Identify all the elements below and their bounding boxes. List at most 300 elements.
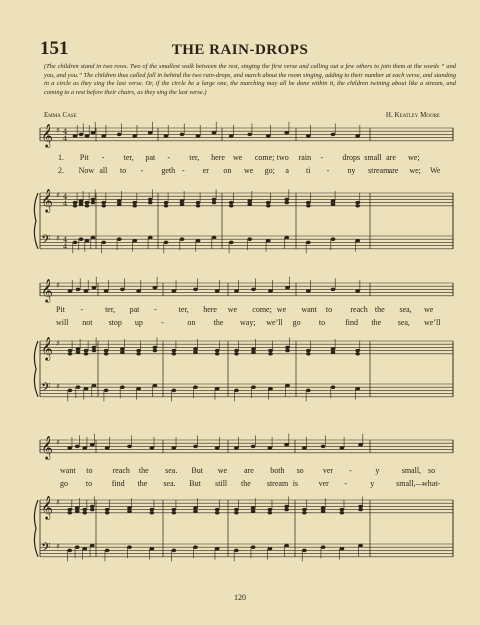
bass-note (268, 387, 273, 391)
bass-note (229, 241, 234, 245)
lyric-verse-2: go (292, 318, 301, 327)
accompaniment-chord (234, 511, 239, 514)
treble-clef: 𝄞 (41, 495, 53, 519)
lyric-verse-1: we (276, 305, 287, 314)
accompaniment-chord (180, 199, 185, 202)
lyric-verse-1: pat (129, 305, 140, 314)
bass-note (76, 385, 81, 389)
lyric-verse-1: - (349, 466, 352, 475)
lyric-verse-2: are (388, 166, 399, 175)
lyric-verse-1: two (276, 153, 289, 162)
time-signature-bottom: 4 (63, 243, 68, 251)
accompaniment-chord (331, 199, 336, 202)
lyric-verse-1: - (101, 153, 105, 162)
lyric-verse-2: - (140, 166, 144, 175)
lyric-verse-2: ti (306, 166, 311, 175)
accompaniment-chord (67, 508, 72, 511)
accompaniment-chord (84, 352, 89, 355)
melody-note (358, 443, 363, 447)
accompaniment-chord (193, 510, 198, 513)
accompaniment-chord (302, 511, 307, 514)
accompaniment-chord (90, 508, 95, 511)
bass-note (105, 549, 110, 553)
lyric-verse-2: go; (264, 166, 275, 175)
accompaniment-chord (153, 346, 158, 349)
lyric-verse-1: we (424, 305, 434, 314)
bass-note (79, 237, 84, 241)
accompaniment-chord (85, 204, 90, 207)
bass-note (215, 547, 220, 551)
lyric-verse-2: to (318, 318, 326, 327)
accompaniment-chord (340, 508, 345, 511)
accompaniment-chord (355, 201, 360, 204)
accompaniment-chord (331, 203, 336, 206)
lyric-verse-1: pat (145, 153, 156, 162)
accompaniment-chord (68, 349, 73, 352)
melody-note (339, 446, 344, 450)
lyric-verse-1: - (320, 153, 324, 162)
accompaniment-chord (331, 351, 336, 354)
accompaniment-chord (193, 351, 198, 354)
melody-note (171, 289, 176, 293)
melody-note (76, 288, 81, 292)
accompaniment-chord (104, 352, 109, 355)
melody-note (84, 289, 89, 293)
accompaniment-chord (355, 349, 360, 352)
bass-note (212, 236, 217, 240)
bass-note (164, 241, 169, 245)
accompaniment-chord (82, 511, 87, 514)
lyric-verse-1: here (203, 305, 217, 314)
melody-note (284, 443, 289, 447)
melody-note (251, 445, 256, 449)
lyric-verse-1: ter, (105, 305, 116, 314)
accompaniment-chord (268, 511, 273, 514)
lyric-verse-2: all (99, 166, 108, 175)
lyric-verse-1: Pit (79, 153, 89, 162)
lyric-verse-2: But (189, 479, 201, 488)
accompaniment-chord (148, 201, 153, 204)
accompaniment-chord (132, 201, 137, 204)
accompaniment-chord (76, 351, 81, 354)
bass-note (120, 385, 125, 389)
lyric-verse-1: want (60, 466, 76, 475)
lyric-verse-2: stream (368, 166, 390, 175)
melody-note (92, 286, 97, 290)
piano-brace (34, 341, 38, 397)
key-signature-sharp: ♯ (56, 281, 60, 290)
melody-note (68, 289, 73, 293)
lyric-verse-2: Now (78, 166, 95, 175)
accompaniment-chord (266, 201, 271, 204)
lyric-verse-1: come; (254, 153, 275, 162)
accompaniment-chord (136, 352, 141, 355)
lyric-verse-1: ter, (178, 305, 189, 314)
bass-note (251, 385, 256, 389)
lyric-verse-2: - (182, 166, 185, 175)
lyric-verse-1: reach (112, 466, 130, 475)
accompaniment-chord (302, 508, 307, 511)
bass-note (355, 387, 360, 391)
lyric-verse-2: - (326, 166, 330, 175)
treble-clef: 𝄞 (41, 278, 53, 302)
lyric-verse-2: find (111, 479, 125, 488)
lyric-verse-2: up (134, 318, 143, 327)
accompaniment-chord (285, 349, 290, 352)
melody-note (90, 443, 95, 447)
accompaniment-chord (247, 199, 252, 202)
accompaniment-chord (150, 511, 155, 514)
bass-note (196, 239, 201, 243)
lyric-verse-2: - (161, 318, 164, 327)
bass-note (193, 545, 198, 549)
accompaniment-chord (90, 505, 95, 508)
lyric-verse-1: But (191, 466, 203, 475)
lyric-verse-2: still (215, 479, 228, 488)
key-signature-sharp: ♯ (56, 542, 60, 551)
bass-note (152, 384, 157, 388)
bass-note (127, 545, 132, 549)
accompaniment-chord (251, 510, 256, 513)
melody-note (193, 445, 198, 449)
melody-note (164, 134, 169, 138)
bass-note (306, 241, 311, 245)
bass-note (331, 237, 336, 241)
lyric-verse-1: y (375, 466, 380, 475)
accompaniment-chord (355, 352, 360, 355)
lyric-verse-1: to (86, 466, 93, 475)
lyric-verse-2: stream (266, 479, 289, 488)
treble-clef: 𝄞 (41, 188, 53, 212)
treble-clef: 𝄞 (41, 336, 53, 360)
melody-note (171, 446, 176, 450)
lyric-verse-1: small (364, 153, 382, 162)
lyric-verse-2: is (292, 479, 299, 488)
accompaniment-chord (92, 349, 97, 352)
accompaniment-chord (251, 347, 256, 350)
accompaniment-chord (172, 352, 177, 355)
melody-note (234, 446, 239, 450)
lyric-verse-2: We (430, 166, 441, 175)
lyric-verse-1: here (211, 153, 225, 162)
melody-note (127, 445, 132, 449)
lyric-verse-1: Pit (56, 305, 65, 314)
accompaniment-chord (105, 508, 110, 511)
accompaniment-chord (172, 511, 177, 514)
bass-note (75, 545, 80, 549)
lyric-verse-1: - (167, 153, 171, 162)
melody-note (196, 134, 201, 138)
accompaniment-chord (266, 204, 271, 207)
accompaniment-chord (212, 198, 217, 201)
lyric-verse-2: find (345, 318, 359, 327)
accompaniment-chord (172, 508, 177, 511)
accompaniment-chord (164, 204, 169, 207)
melody-note (193, 288, 198, 292)
accompaniment-chord (215, 352, 220, 355)
accompaniment-chord (127, 506, 132, 509)
lyric-verse-1: - (80, 305, 84, 314)
accompaniment-chord (82, 508, 87, 511)
lyric-verse-2: we (244, 166, 254, 175)
lyric-verse-1: we; (408, 153, 420, 162)
accompaniment-chord (306, 352, 311, 355)
time-signature-top: 4 (63, 128, 68, 136)
lyric-verse-2: stop (108, 318, 122, 327)
bass-note (91, 236, 96, 240)
bass-note (171, 549, 176, 553)
lyric-verse-2: we’ll (424, 318, 441, 327)
melody-note (120, 288, 125, 292)
lyric-verse-2: way; (240, 318, 256, 327)
key-signature-sharp: ♯ (56, 191, 60, 200)
bass-note (267, 547, 272, 551)
accompaniment-chord (196, 204, 201, 207)
accompaniment-chord (105, 511, 110, 514)
lyric-verse-2: will (56, 318, 69, 327)
lyric-verse-1: rain (298, 153, 312, 162)
bass-note (82, 547, 87, 551)
lyric-verse-2: geth (161, 166, 176, 175)
lyric-verse-1: small, (401, 466, 422, 475)
accompaniment-chord (84, 349, 89, 352)
accompaniment-chord (229, 201, 234, 204)
composer-credit: H. Keatley Moore (385, 111, 440, 119)
accompaniment-chord (180, 203, 185, 206)
bass-note (284, 236, 289, 240)
bass-note (234, 549, 239, 553)
melody-note (229, 134, 234, 138)
piano-brace (34, 500, 38, 557)
accompaniment-chord (306, 204, 311, 207)
accompaniment-chord (234, 352, 239, 355)
accompaniment-chord (117, 203, 122, 206)
accompaniment-chord (75, 506, 80, 509)
melody-note (105, 446, 110, 450)
accompaniment-chord (101, 201, 106, 204)
melody-note (215, 289, 220, 293)
melody-note (149, 446, 154, 450)
lyric-verse-1: we (233, 153, 243, 162)
melody-note (79, 133, 84, 137)
bass-note (266, 239, 271, 243)
lyric-verse-1: come; (252, 305, 272, 314)
accompaniment-chord (306, 349, 311, 352)
lyric-verse-1: 1. (58, 153, 64, 162)
lyric-verse-1: so (296, 466, 304, 475)
accompaniment-chord (193, 347, 198, 350)
bass-note (104, 389, 109, 393)
accompaniment-chord (127, 510, 132, 513)
lyric-verse-2: ver (318, 479, 329, 488)
lyric-verse-1: want (301, 305, 317, 314)
melody-note (136, 289, 141, 293)
bass-note (284, 544, 289, 548)
lyric-verse-1: the (374, 305, 385, 314)
accompaniment-chord (132, 204, 137, 207)
melody-note (306, 289, 311, 293)
lyric-verse-2: the (241, 479, 251, 488)
lyric-verse-2: to (85, 479, 93, 488)
bass-note (101, 241, 106, 245)
bass-note (85, 239, 90, 243)
melody-note (117, 133, 122, 137)
bass-note (251, 545, 256, 549)
accompaniment-chord (117, 199, 122, 202)
lyric-verse-1: ter, (123, 153, 134, 162)
melody-note (268, 289, 273, 293)
lyric-verse-1: so (428, 466, 436, 475)
lyric-verse-1: ver (322, 466, 334, 475)
accompaniment-chord (85, 201, 90, 204)
accompaniment-chord (229, 204, 234, 207)
lyric-verse-1: we (217, 466, 228, 475)
lyric-verse-2: on (223, 166, 232, 175)
lyric-verse-2: sea. (163, 479, 176, 488)
lyric-verse-2: not (82, 318, 93, 327)
page-number: 151 (40, 38, 69, 59)
bass-note (302, 549, 307, 553)
lyric-verse-2: er (202, 166, 209, 175)
time-signature-top: 4 (63, 236, 68, 244)
lyric-verse-2: 2. (58, 166, 64, 175)
accompaniment-chord (136, 349, 141, 352)
lyric-verse-1: are (244, 466, 254, 475)
lyric-verse-2: what- (422, 479, 441, 488)
treble-clef: 𝄞 (41, 123, 53, 147)
accompaniment-chord (104, 349, 109, 352)
melody-note (302, 446, 307, 450)
bass-note (136, 387, 141, 391)
bass-note (180, 237, 185, 241)
bass-note (355, 239, 360, 243)
accompaniment-chord (73, 204, 78, 207)
lyric-verse-1: ter, (189, 153, 200, 162)
melody-note (101, 134, 106, 138)
lyric-verse-2: to (120, 166, 127, 175)
accompaniment-chord (251, 506, 256, 509)
bass-note (331, 385, 336, 389)
lyric-verse-1: the (138, 466, 149, 475)
bass-note (285, 384, 290, 388)
bass-note (193, 385, 198, 389)
accompaniment-chord (251, 351, 256, 354)
melody-note (331, 133, 336, 137)
bass-clef: 𝄢 (41, 540, 51, 558)
accompaniment-chord (284, 505, 289, 508)
lyric-verse-2: y (370, 479, 375, 488)
accompaniment-chord (120, 347, 125, 350)
melody-note (355, 289, 360, 293)
bass-clef: 𝄢 (41, 232, 51, 250)
song-title: THE RAIN-DROPS (171, 42, 309, 58)
lyric-verse-2: the (213, 318, 224, 327)
melody-note (152, 286, 157, 290)
lyric-verse-2: sea, (397, 318, 410, 327)
bass-note (90, 544, 95, 548)
accompaniment-chord (79, 203, 84, 206)
accompaniment-chord (268, 352, 273, 355)
time-signature-bottom: 4 (63, 200, 68, 208)
lyric-verse-2: the (371, 318, 382, 327)
melody-note (180, 133, 185, 137)
accompaniment-chord (321, 510, 326, 513)
bass-note (73, 241, 78, 245)
bass-note (234, 389, 239, 393)
bass-note (132, 239, 137, 243)
key-signature-sharp: ♯ (56, 498, 60, 507)
bass-note (68, 389, 73, 393)
lyric-verse-1: drops (342, 153, 361, 162)
melody-note (132, 134, 137, 138)
melody-note (234, 289, 239, 293)
bass-note (358, 544, 363, 548)
key-signature-sharp: ♯ (56, 234, 60, 243)
accompaniment-chord (101, 204, 106, 207)
lyric-verse-1: reach (350, 305, 368, 314)
bass-note (171, 389, 176, 393)
accompaniment-chord (247, 203, 252, 206)
accompaniment-chord (92, 346, 97, 349)
melody-note (331, 288, 336, 292)
bass-note (84, 387, 89, 391)
bass-note (339, 547, 344, 551)
accompaniment-chord (268, 508, 273, 511)
accompaniment-chord (148, 198, 153, 201)
melody-note (355, 134, 360, 138)
bass-note (215, 387, 220, 391)
accompaniment-chord (196, 201, 201, 204)
melody-note (266, 134, 271, 138)
melody-note (148, 131, 153, 135)
accompaniment-chord (268, 349, 273, 352)
lyric-verse-1: to (325, 305, 333, 314)
accompaniment-chord (150, 508, 155, 511)
melody-note (67, 446, 72, 450)
melody-note (91, 131, 96, 135)
bass-note (67, 549, 72, 553)
bass-note (148, 236, 153, 240)
melody-note (284, 131, 289, 135)
melody-note (82, 446, 87, 450)
accompaniment-chord (215, 349, 220, 352)
key-signature-sharp: ♯ (56, 339, 60, 348)
lyric-verse-1: sea, (399, 305, 412, 314)
lyric-verse-2: - (344, 479, 348, 488)
bass-clef: 𝄢 (41, 380, 51, 398)
melody-note (251, 288, 256, 292)
accompaniment-chord (358, 505, 363, 508)
accompaniment-chord (120, 351, 125, 354)
melody-note (267, 446, 272, 450)
lyric-verse-2: the (137, 479, 148, 488)
melody-note (321, 445, 326, 449)
accompaniment-chord (79, 199, 84, 202)
accompaniment-chord (306, 201, 311, 204)
melody-note (104, 289, 109, 293)
melody-note (73, 134, 78, 138)
accompaniment-chord (285, 346, 290, 349)
lyricist-credit: Emma Case (44, 111, 77, 119)
lyric-verse-1: we (227, 305, 238, 314)
bass-note (321, 545, 326, 549)
accompaniment-chord (164, 201, 169, 204)
lyric-verse-1: - (154, 305, 157, 314)
lyric-verse-1: both (270, 466, 285, 475)
bass-note (306, 389, 311, 393)
accompaniment-chord (172, 349, 177, 352)
melody-note (215, 446, 220, 450)
